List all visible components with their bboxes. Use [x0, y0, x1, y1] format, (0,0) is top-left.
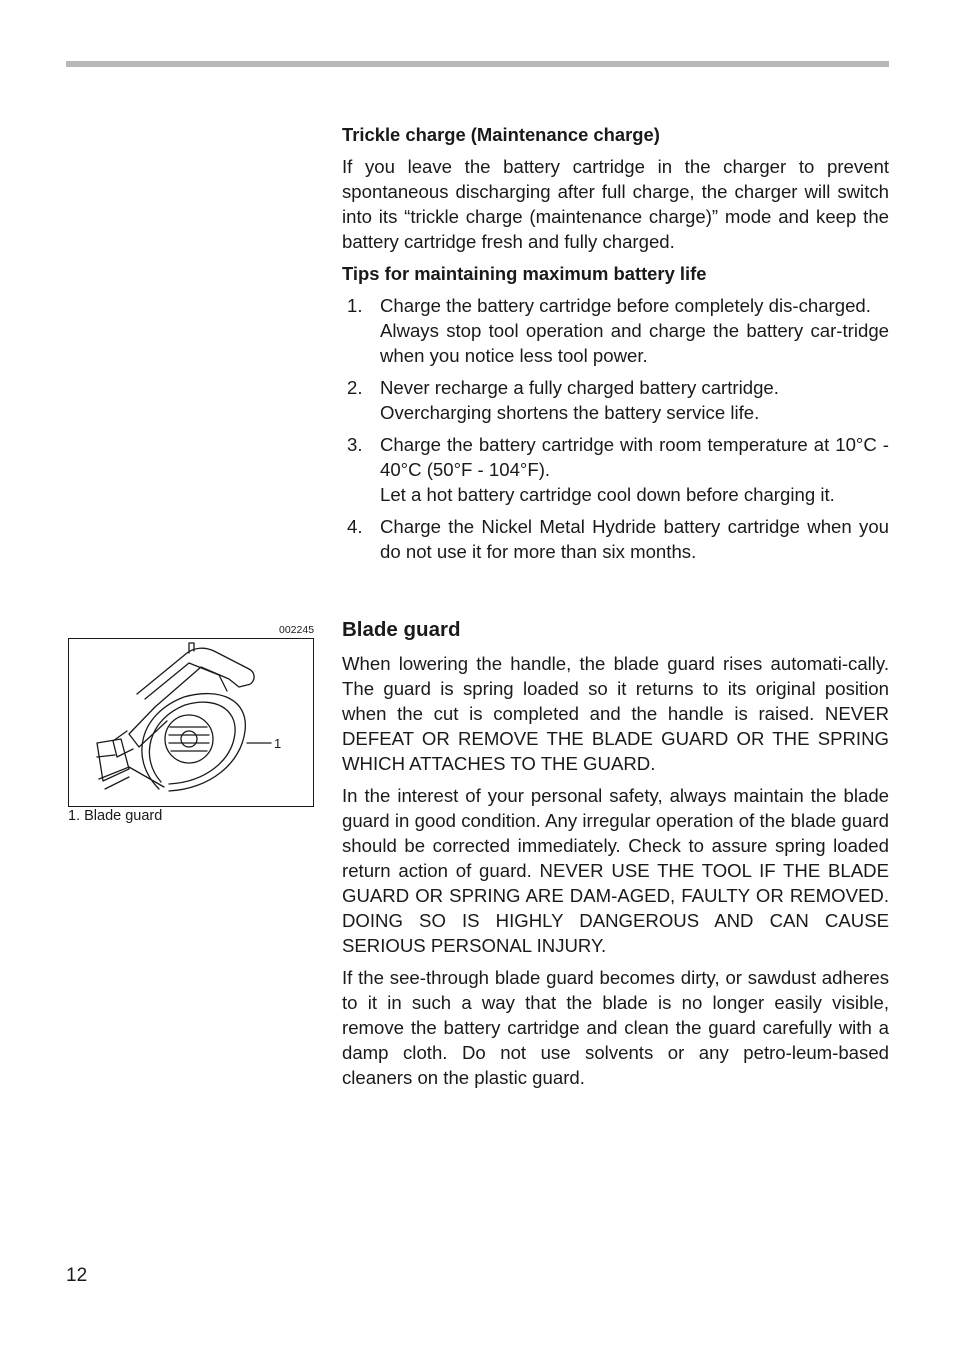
figure-callout: 1 — [274, 736, 282, 751]
list-item-note: Overcharging shortens the battery service life. — [380, 402, 760, 423]
list-item-note: Let a hot battery cartridge cool down before charging it. — [380, 484, 835, 505]
list-item-number: 2. — [347, 377, 363, 398]
trickle-heading: Trickle charge (Maintenance charge) — [342, 124, 660, 145]
trickle-body: If you leave the battery cartridge in the charger to prevent spontaneous discharging after full charge, the charger will switch into its “trickle charge (maintenance charge)” mode and keep the battery cartridge fresh and fully charged. — [342, 156, 889, 252]
blade-guard-section — [342, 617, 889, 1090]
list-item-number: 4. — [347, 516, 363, 537]
list-item-number: 1. — [347, 295, 363, 316]
figure-code: 002245 — [279, 624, 315, 636]
tips-list — [342, 293, 889, 564]
battery-section — [342, 122, 889, 571]
page-number: 12 — [66, 1265, 88, 1286]
blade-guard-paragraph: In the interest of your personal safety, always maintain the blade guard in good condition. Any irregular operation of the blade guard should be corrected immediately. Check to assure spring loaded return action of guard. NEVER USE THE TOOL IF THE BLADE GUARD OR SPRING ARE DAM-AGED, FAULTY OR REMOVED. DOING SO IS HIGHLY DANGEROUS AND CAN CAUSE SERIOUS PERSONAL INJURY. — [342, 785, 889, 956]
list-item — [342, 375, 889, 425]
blade-guard-heading: Blade guard — [342, 618, 461, 641]
list-item — [342, 514, 889, 564]
figure-caption: 1. Blade guard — [68, 808, 163, 824]
blade-guard-paragraph: When lowering the handle, the blade guard rises automati-cally. The guard is spring loaded so it returns to its original position when the cut is completed and the handle is raised. NEVER DEFEAT OR REMOVE THE BLADE GUARD OR THE SPRING WHICH ATTACHES TO THE GUARD. — [342, 653, 889, 774]
list-item — [342, 293, 889, 368]
list-item-text: Charge the Nickel Metal Hydride battery cartridge when you do not use it for more than six months. — [380, 516, 889, 562]
miter-saw-illustration — [69, 639, 313, 806]
blade-guard-figure — [68, 638, 314, 807]
list-item-number: 3. — [347, 434, 363, 455]
tips-heading: Tips for maintaining maximum battery life — [342, 263, 707, 284]
list-item-text: Charge the battery cartridge with room temperature at 10°C - 40°C (50°F - 104°F). — [380, 434, 889, 480]
list-item-note: Always stop tool operation and charge the battery car-tridge when you notice less tool power. — [380, 320, 889, 366]
list-item-text: Never recharge a fully charged battery cartridge. — [380, 377, 779, 398]
blade-guard-paragraph: If the see-through blade guard becomes dirty, or sawdust adheres to it in such a way that the blade is no longer easily visible, remove the battery cartridge and clean the guard carefully with a damp cloth. Do not use solvents or any petro-leum-based cleaners on the plastic guard. — [342, 967, 889, 1088]
list-item-text: Charge the battery cartridge before completely dis-charged. — [380, 295, 871, 316]
top-rule — [66, 61, 889, 67]
list-item — [342, 432, 889, 507]
